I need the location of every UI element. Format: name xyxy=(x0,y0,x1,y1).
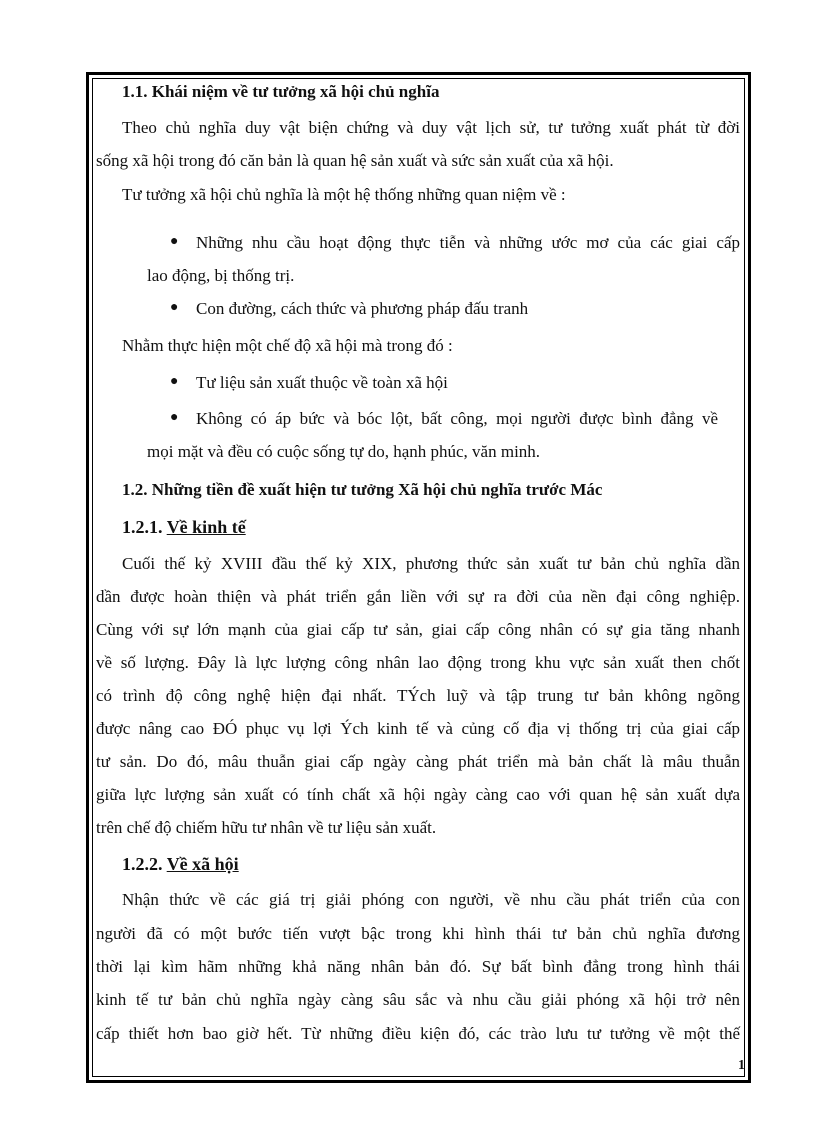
econ-line6: được nâng cao ĐÓ phục vụ lợi Ých kinh tế và củng cố địa vị thống trị của giai cấp xyxy=(96,719,740,738)
bullet4-line1: Không có áp bức và bóc lột, bất công, mọi người được bình đẳng về xyxy=(196,409,718,428)
social-line2: người đã có một bước tiến vượt bậc trong khi hình thái tư bản chủ nghĩa đương xyxy=(96,924,740,943)
social-line3: thời lại kìm hãm những khả năng nhân bản đó. Sự bất bình đẳng trong hình thái xyxy=(96,957,740,976)
para2: Tư tưởng xã hội chủ nghĩa là một hệ thống những quan niệm về : xyxy=(122,185,566,204)
para1-line1: Theo chủ nghĩa duy vật biện chứng và duy vật lịch sử, tư tưởng xuất phát từ đời xyxy=(122,118,740,137)
bullet-icon: ● xyxy=(170,300,179,315)
heading-1-2: 1.2. Những tiền đề xuất hiện tư tưởng Xã hội chủ nghĩa trước Mác xyxy=(122,480,603,499)
heading-1-2-1-title: Về kinh tế xyxy=(166,517,246,537)
bullet1-line1: Những nhu cầu hoạt động thực tiễn và những ước mơ của các giai cấp xyxy=(196,233,740,252)
bullet-icon: ● xyxy=(170,410,179,425)
bullet4-line2: mọi mặt và đều có cuộc sống tự do, hạnh phúc, văn minh. xyxy=(147,442,541,461)
para3: Nhằm thực hiện một chế độ xã hội mà trong đó : xyxy=(122,336,453,355)
econ-line1: Cuối thế kỷ XVIII đầu thế kỷ XIX, phương thức sản xuất tư bản chủ nghĩa dần xyxy=(122,554,740,573)
heading-1-2-2-number: 1.2.2. xyxy=(122,854,163,874)
bullet-icon: ● xyxy=(170,374,179,389)
social-line1: Nhận thức về các giá trị giải phóng con người, về nhu cầu phát triển của con xyxy=(122,890,740,909)
econ-line5: có trình độ công nghệ hiện đại nhất. TÝch luỹ và tập trung tư bản không ngõng xyxy=(96,686,740,705)
heading-1-2-2 xyxy=(122,854,762,874)
social-line5: cấp thiết hơn bao giờ hết. Từ những điều kiện đó, các trào lưu tư tưởng về một thế xyxy=(96,1024,740,1043)
econ-line2: dần được hoàn thiện và phát triển gắn liền với sự ra đời của nền đại công nghiệp. xyxy=(96,587,740,606)
heading-1-2-1-number: 1.2.1. xyxy=(122,517,163,537)
econ-line7: tư sản. Do đó, mâu thuẫn giai cấp ngày càng phát triển mà bản chất là mâu thuẫn xyxy=(96,752,740,771)
social-line4: kinh tế tư bản chủ nghĩa ngày càng sâu sắc và nhu cầu giải phóng xã hội trở nên xyxy=(96,990,740,1009)
para1-line2: sống xã hội trong đó căn bản là quan hệ sản xuất và sức sản xuất của xã hội. xyxy=(96,151,614,170)
bullet1-line2: lao động, bị thống trị. xyxy=(147,266,295,285)
bullet-icon: ● xyxy=(170,234,179,249)
econ-line3: Cùng với sự lớn mạnh của giai cấp tư sản, giai cấp công nhân có sự gia tăng nhanh xyxy=(96,620,740,639)
page-number: 1 xyxy=(738,1058,745,1073)
econ-line8: giữa lực lượng sản xuất có tính chất xã hội ngày càng cao với quan hệ sản xuất dựa xyxy=(96,785,740,804)
heading-1-1: 1.1. Khái niệm về tư tưởng xã hội chủ nghĩa xyxy=(122,82,440,101)
bullet3-line1: Tư liệu sản xuất thuộc về toàn xã hội xyxy=(196,373,448,392)
econ-line4: về số lượng. Đây là lực lượng công nhân lao động trong khu vực sản xuất then chốt xyxy=(96,653,740,672)
bullet2-line1: Con đường, cách thức và phương pháp đấu tranh xyxy=(196,299,529,318)
heading-1-2-2-title: Về xã hội xyxy=(166,854,239,874)
econ-line9: trên chế độ chiếm hữu tư nhân về tư liệu sản xuất. xyxy=(96,818,437,837)
heading-1-2-1 xyxy=(122,517,762,537)
